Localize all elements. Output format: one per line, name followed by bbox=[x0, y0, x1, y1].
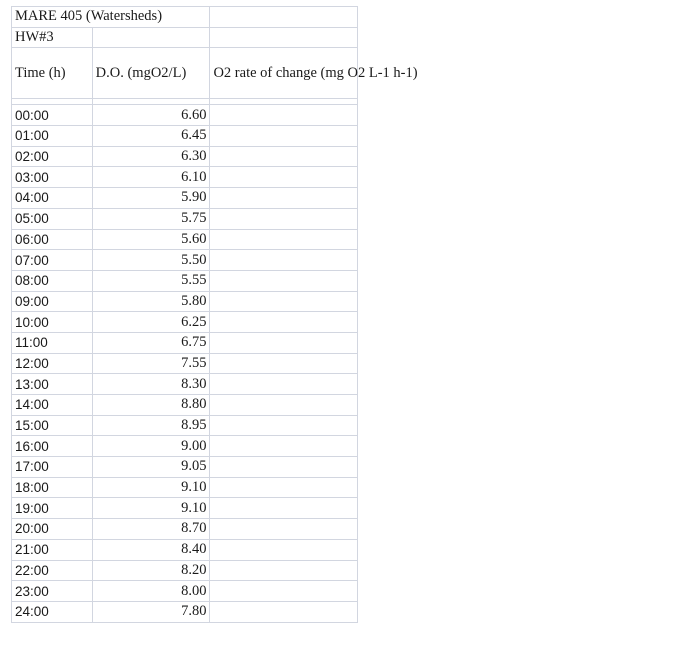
do-value-cell[interactable]: 8.80 bbox=[92, 395, 210, 416]
rate-value-cell[interactable] bbox=[210, 291, 358, 312]
time-cell[interactable]: 09:00 bbox=[12, 291, 93, 312]
do-value-cell[interactable]: 6.75 bbox=[92, 332, 210, 353]
table-row bbox=[12, 601, 358, 622]
rate-value-cell[interactable] bbox=[210, 126, 358, 147]
table-row bbox=[12, 250, 358, 271]
time-cell[interactable]: 15:00 bbox=[12, 415, 93, 436]
table-row bbox=[12, 477, 358, 498]
do-value-cell[interactable]: 7.55 bbox=[92, 353, 210, 374]
table-row bbox=[12, 415, 358, 436]
time-cell[interactable]: 24:00 bbox=[12, 601, 93, 622]
rate-value-cell[interactable] bbox=[210, 146, 358, 167]
column-header-row bbox=[12, 48, 358, 99]
rate-value-cell[interactable] bbox=[210, 436, 358, 457]
time-cell[interactable]: 22:00 bbox=[12, 560, 93, 581]
rate-value-cell[interactable] bbox=[210, 477, 358, 498]
table-row bbox=[12, 126, 358, 147]
table-row bbox=[12, 539, 358, 560]
do-value-cell[interactable]: 6.45 bbox=[92, 126, 210, 147]
time-cell[interactable]: 20:00 bbox=[12, 519, 93, 540]
time-cell[interactable]: 04:00 bbox=[12, 188, 93, 209]
table-row bbox=[12, 229, 358, 250]
rate-value-cell[interactable] bbox=[210, 601, 358, 622]
time-cell[interactable]: 13:00 bbox=[12, 374, 93, 395]
rate-value-cell[interactable] bbox=[210, 208, 358, 229]
time-cell[interactable]: 17:00 bbox=[12, 457, 93, 478]
time-cell[interactable]: 18:00 bbox=[12, 477, 93, 498]
table-row bbox=[12, 581, 358, 602]
table-row bbox=[12, 353, 358, 374]
do-value-cell[interactable]: 5.50 bbox=[92, 250, 210, 271]
rate-value-cell[interactable] bbox=[210, 105, 358, 126]
rate-value-cell[interactable] bbox=[210, 332, 358, 353]
time-cell[interactable]: 03:00 bbox=[12, 167, 93, 188]
rate-value-cell[interactable] bbox=[210, 188, 358, 209]
do-value-cell[interactable]: 8.40 bbox=[92, 539, 210, 560]
do-value-cell[interactable]: 6.10 bbox=[92, 167, 210, 188]
do-value-cell[interactable]: 8.70 bbox=[92, 519, 210, 540]
table-row bbox=[12, 395, 358, 416]
time-column-header[interactable]: Time (h) bbox=[12, 48, 93, 99]
rate-value-cell[interactable] bbox=[210, 395, 358, 416]
do-value-cell[interactable]: 9.10 bbox=[92, 477, 210, 498]
do-column-header[interactable]: D.O. (mgO2/L) bbox=[92, 48, 210, 99]
time-cell[interactable]: 02:00 bbox=[12, 146, 93, 167]
table-row bbox=[12, 332, 358, 353]
time-cell[interactable]: 06:00 bbox=[12, 229, 93, 250]
table-row bbox=[12, 167, 358, 188]
assignment-row bbox=[12, 27, 358, 48]
course-title-cell[interactable]: MARE 405 (Watersheds) bbox=[12, 7, 210, 28]
do-value-cell[interactable]: 5.75 bbox=[92, 208, 210, 229]
time-cell[interactable]: 11:00 bbox=[12, 332, 93, 353]
rate-value-cell[interactable] bbox=[210, 560, 358, 581]
time-cell[interactable]: 05:00 bbox=[12, 208, 93, 229]
rate-value-cell[interactable] bbox=[210, 250, 358, 271]
rate-value-cell[interactable] bbox=[210, 457, 358, 478]
time-cell[interactable]: 14:00 bbox=[12, 395, 93, 416]
do-value-cell[interactable]: 8.30 bbox=[92, 374, 210, 395]
rate-value-cell[interactable] bbox=[210, 498, 358, 519]
time-cell[interactable]: 19:00 bbox=[12, 498, 93, 519]
rate-value-cell[interactable] bbox=[210, 167, 358, 188]
rate-value-cell[interactable] bbox=[210, 581, 358, 602]
do-value-cell[interactable]: 6.25 bbox=[92, 312, 210, 333]
do-value-cell[interactable]: 8.95 bbox=[92, 415, 210, 436]
do-value-cell[interactable]: 7.80 bbox=[92, 601, 210, 622]
do-value-cell[interactable]: 8.20 bbox=[92, 560, 210, 581]
time-cell[interactable]: 08:00 bbox=[12, 270, 93, 291]
time-cell[interactable]: 00:00 bbox=[12, 105, 93, 126]
table-row bbox=[12, 560, 358, 581]
do-value-cell[interactable]: 6.60 bbox=[92, 105, 210, 126]
do-value-cell[interactable]: 6.30 bbox=[92, 146, 210, 167]
rate-value-cell[interactable] bbox=[210, 353, 358, 374]
rate-value-cell[interactable] bbox=[210, 374, 358, 395]
table-row bbox=[12, 291, 358, 312]
table-row bbox=[12, 457, 358, 478]
rate-value-cell[interactable] bbox=[210, 270, 358, 291]
do-value-cell[interactable]: 9.05 bbox=[92, 457, 210, 478]
table-row bbox=[12, 519, 358, 540]
time-cell[interactable]: 12:00 bbox=[12, 353, 93, 374]
do-value-cell[interactable]: 8.00 bbox=[92, 581, 210, 602]
do-value-cell[interactable]: 5.80 bbox=[92, 291, 210, 312]
empty-cell[interactable] bbox=[92, 27, 210, 48]
table-row bbox=[12, 146, 358, 167]
table-row bbox=[12, 374, 358, 395]
time-cell[interactable]: 23:00 bbox=[12, 581, 93, 602]
rate-value-cell[interactable] bbox=[210, 229, 358, 250]
time-cell[interactable]: 16:00 bbox=[12, 436, 93, 457]
rate-value-cell[interactable] bbox=[210, 519, 358, 540]
rate-value-cell[interactable] bbox=[210, 539, 358, 560]
rate-value-cell[interactable] bbox=[210, 415, 358, 436]
rate-column-header[interactable]: O2 rate of change (mg O2 L-1 h-1) bbox=[210, 48, 358, 99]
empty-cell[interactable] bbox=[210, 7, 358, 28]
time-cell[interactable]: 07:00 bbox=[12, 250, 93, 271]
table-row bbox=[12, 270, 358, 291]
table-row bbox=[12, 436, 358, 457]
do-value-cell[interactable]: 5.60 bbox=[92, 229, 210, 250]
table-row bbox=[12, 498, 358, 519]
table-row bbox=[12, 312, 358, 333]
table-row bbox=[12, 105, 358, 126]
table-row bbox=[12, 208, 358, 229]
do-value-cell[interactable]: 5.55 bbox=[92, 270, 210, 291]
time-cell[interactable]: 10:00 bbox=[12, 312, 93, 333]
title-row bbox=[12, 7, 358, 28]
spreadsheet-table bbox=[11, 6, 418, 623]
rate-value-cell[interactable] bbox=[210, 312, 358, 333]
do-value-cell[interactable]: 5.90 bbox=[92, 188, 210, 209]
do-value-cell[interactable]: 9.10 bbox=[92, 498, 210, 519]
time-cell[interactable]: 21:00 bbox=[12, 539, 93, 560]
do-value-cell[interactable]: 9.00 bbox=[92, 436, 210, 457]
empty-cell[interactable] bbox=[210, 27, 358, 48]
table-row bbox=[12, 188, 358, 209]
assignment-cell[interactable]: HW#3 bbox=[12, 27, 93, 48]
time-cell[interactable]: 01:00 bbox=[12, 126, 93, 147]
